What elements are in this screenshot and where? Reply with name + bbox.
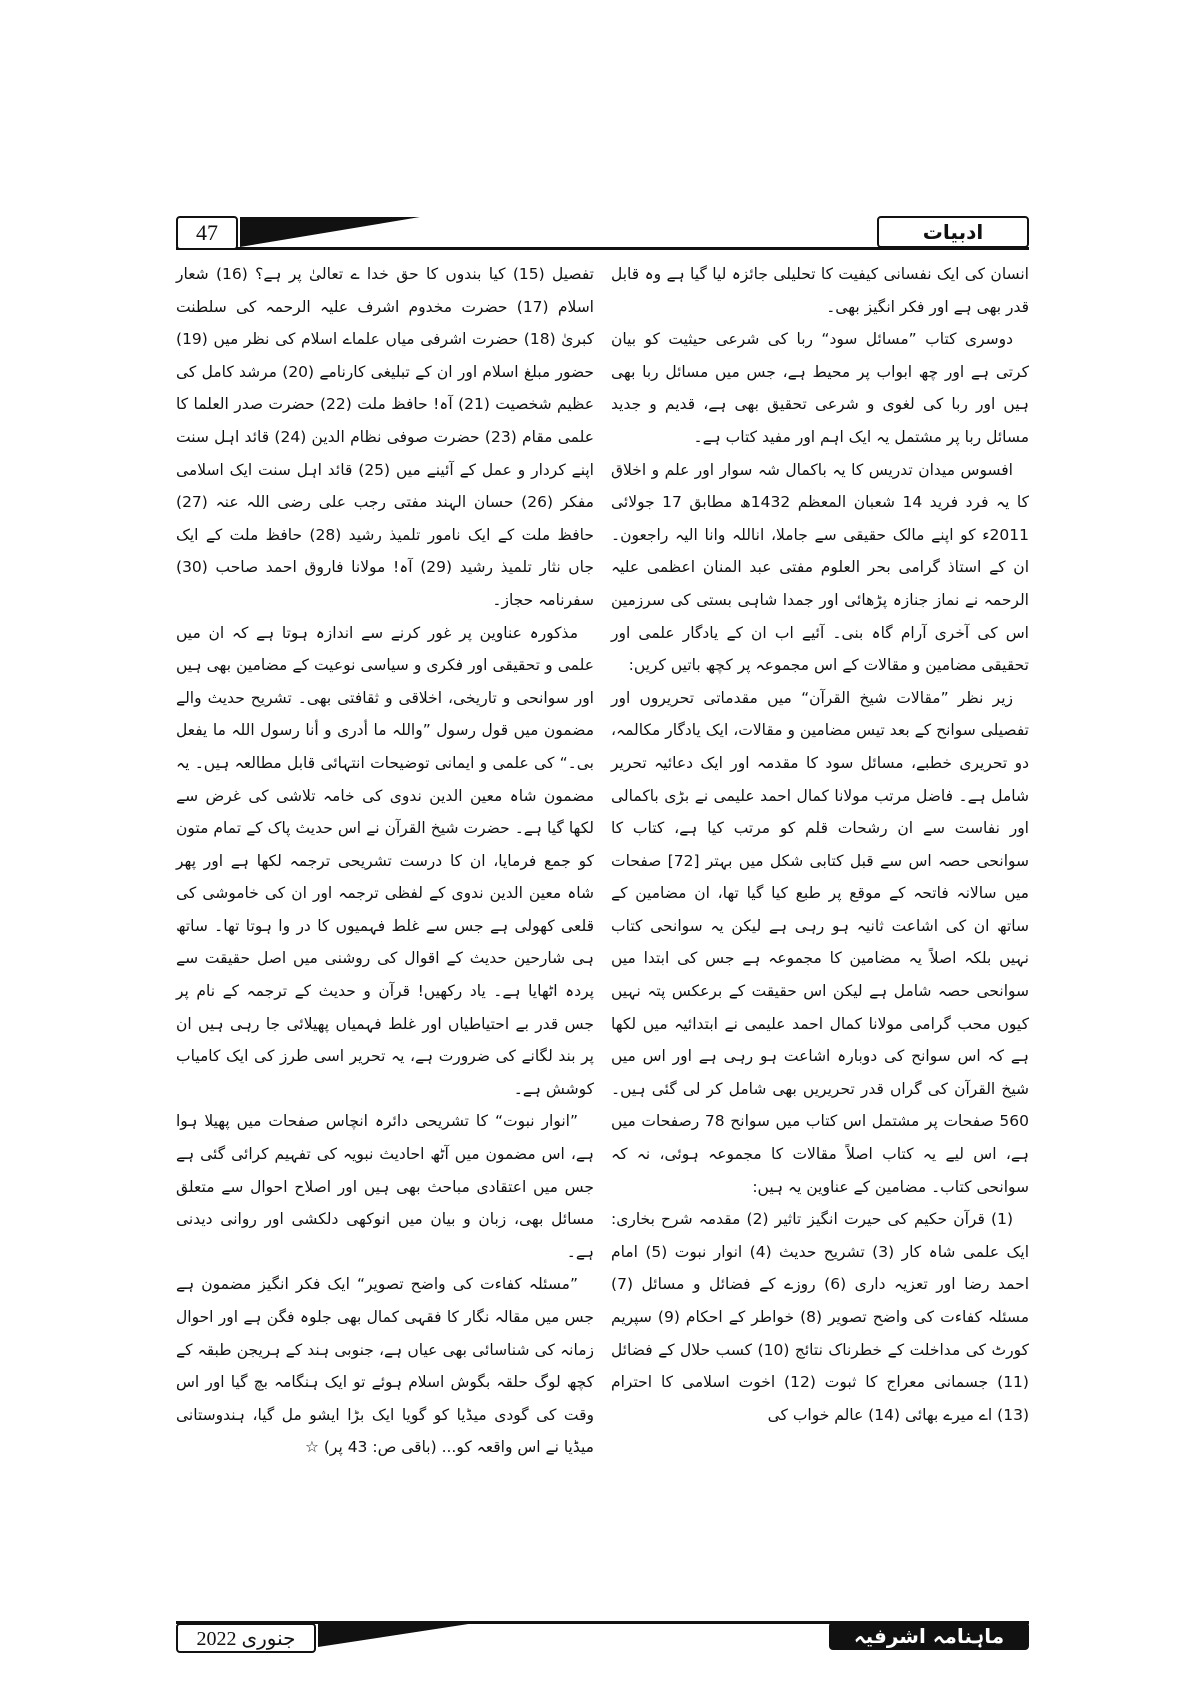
paragraph: افسوس میدان تدریس کا یہ باکمال شہ سوار اور علم و اخلاق کا یہ فرد فرید 14 شعبان المعظم 1432ھ مطابق 17 جولائی 2011ء کو اپنے مالک حقیقی سے جاملا، اناللہ وانا الیہ راجعون۔ ان کے استاذ گرامی بحر العلوم مفتی عبد المنان اعظمی علیہ الرحمہ نے نماز جنازہ پڑھائی اور جمدا شاہی بستی کی سرزمین اس کی آخری آرام گاہ بنی۔ آئیے اب ان کے یادگار علمی اور تحقیقی مضامین و مقالات کے اس مجموعہ پر کچھ باتیں کریں:: [611, 460, 1030, 675]
page-number: 47: [176, 216, 238, 250]
section-title: ادبیات: [877, 216, 1029, 248]
paragraph: تفصیل (15) کیا بندوں کا حق خدا ے تعالیٰ پر ہے؟ (16) شعار اسلام (17) حضرت مخدوم اشرف علیہ الرحمہ کی سلطنت کبریٰ (18) حضرت اشرفی میاں علماے اسلام کی نظر میں (19) حضور مبلغ اسلام اور ان کے تبلیغی کارنامے (20) مرشد کامل کی عظیم شخصیت (21) آہ! حافظ ملت (22) حضرت صدر العلما کا علمی مقام (23) حضرت صوفی نظام الدین (24) قائد اہل سنت اپنے کردار و عمل کے آئینے میں (25) قائد اہل سنت ایک اسلامی مفکر (26) حسان الہند مفتی رجب علی رضی اللہ عنہ (27) حافظ ملت کے ایک نامور تلمیذ رشید (28) حافظ ملت کے ایک جاں نثار تلمیذ رشید (29) آہ! مولانا فاروق احمد صاحب (30) سفرنامہ حجاز۔: [176, 265, 595, 609]
paragraph: انسان کی ایک نفسانی کیفیت کا تحلیلی جائزہ لیا گیا ہے وہ قابل قدر بھی ہے اور فکر انگیز بھی۔: [611, 265, 1029, 316]
paragraph: زیر نظر ”مقالات شیخ القرآن“ میں مقدماتی تحریروں اور تفصیلی سوانح کے بعد تیس مضامین و مقالات، ایک یادگار مکالمہ، دو تحریری خطبے، مسائل سود کا مقدمہ اور ایک دعائیہ تحریر شامل ہے۔ فاضل مرتب مولانا کمال احمد علیمی نے بڑی باکمالی اور نفاست سے ان رشحات قلم کو مرتب کیا ہے، کتاب کا سوانحی حصہ اس سے قبل کتابی شکل میں بہتر [72] صفحات میں سالانہ فاتحہ کے موقع پر طبع کیا گیا تھا، ان مضامین کے ساتھ ان کی اشاعت ثانیہ ہو رہی ہے لیکن یہ سوانحی کتاب نہیں بلکہ اصلاً یہ مضامین کا مجموعہ ہے جس کی ابتدا میں سوانحی حصہ شامل ہے لیکن اس حقیقت کے برعکس پتہ نہیں کیوں محب گرامی مولانا کمال احمد علیمی نے ابتدائیہ میں لکھا ہے کہ اس سوانح کی دوبارہ اشاعت ہو رہی ہے اور اس میں شیخ القرآن کی گراں قدر تحریریں بھی شامل کر لی گئی ہیں۔ 560 صفحات پر مشتمل اس کتاب میں سوانح 78 رصفحات میں ہے، اس لیے یہ کتاب اصلاً مقالات کا مجموعہ ہوئی، نہ کہ سوانحی کتاب۔ مضامین کے عناوین یہ ہیں:: [611, 688, 1030, 1196]
text-column-left: [176, 258, 594, 1464]
paragraph: ”مسئلہ کفاءت کی واضح تصویر“ ایک فکر انگیز مضمون ہے جس میں مقالہ نگار کا فقہی کمال بھی جلوہ فگن ہے اور احوال زمانہ کی شناسائی بھی عیاں ہے، جنوبی ہند کے ہریجن طبقہ کے کچھ لوگ حلقہ بگوش اسلام ہوئے تو ایک ہنگامہ بچ گیا اور اس وقت کی گودی میڈیا کو گویا ایک بڑا ایشو مل گیا، ہندوستانی میڈیا نے اس واقعہ کو... (باقی ص: 43 پر) ☆: [176, 1275, 594, 1457]
paragraph: مذکورہ عناوین پر غور کرنے سے اندازہ ہوتا ہے کہ ان میں علمی و تحقیقی اور فکری و سیاسی نوعیت کے مضامین بھی ہیں اور سوانحی و تاریخی، اخلاقی و ثقافتی بھی۔ تشریح حدیث والے مضمون میں قول رسول ”واللہ ما أدری و أنا رسول اللہ ما یفعل بی۔“ کی علمی و ایمانی توضیحات انتہائی قابل مطالعہ ہیں۔ یہ مضمون شاہ معین الدین ندوی کی خامہ تلاشی کی غرض سے لکھا گیا ہے۔ حضرت شیخ القرآن نے اس حدیث پاک کے تمام متون کو جمع فرمایا، ان کا درست تشریحی ترجمہ لکھا ہے اور پھر شاہ معین الدین ندوی کے لفظی ترجمہ اور ان کی خاموشی کی قلعی کھولی ہے جس سے غلط فہمیوں کا در وا ہوتا تھا۔ ساتھ ہی شارحین حدیث کے اقوال کی روشنی میں اصل حقیقت سے پردہ اٹھایا ہے۔ یاد رکھیں! قرآن و حدیث کے ترجمہ کے نام پر جس قدر بے احتیاطیاں اور غلط فہمیاں پھیلائی جا رہی ہیں ان پر بند لگانے کی ضرورت ہے، یہ تحریر اسی طرز کی ایک کامیاب کوشش ہے۔: [176, 623, 594, 1098]
page-footer: [176, 1617, 1029, 1653]
footer-wedge-ornament: [318, 1621, 488, 1647]
paragraph: (1) قرآن حکیم کی حیرت انگیز تاثیر (2) مقدمہ شرح بخاری: ایک علمی شاہ کار (3) تشریح حدیث (4) انوار نبوت (5) امام احمد رضا اور تعزیہ داری (6) روزے کے فضائل و مسائل (7) مسئلہ کفاءت کی واضح تصویر (8) خواطر کے احکام (9) سپریم کورٹ کی مداخلت کے خطرناک نتائج (10) کسب حلال کے فضائل (11) جسمانی معراج کا ثبوت (12) اخوت اسلامی کا احترام (13) اے میرے بھائی (14) عالم خواب کی: [611, 1210, 1030, 1424]
text-column-right: [611, 258, 1029, 1431]
header-wedge-ornament: [240, 217, 420, 247]
magazine-name: ماہنامہ اشرفیہ: [829, 1622, 1029, 1650]
page-header: [176, 216, 1029, 256]
issue-date: جنوری 2022: [176, 1623, 316, 1653]
paragraph: ”انوار نبوت“ کا تشریحی دائرہ انچاس صفحات میں پھیلا ہوا ہے، اس مضمون میں آٹھ احادیث نبویہ کی تفہیم کرائی گئی ہے جس میں اعتقادی مباحث بھی ہیں اور اصلاح احوال سے متعلق مسائل بھی، زبان و بیان میں انوکھی دلکشی اور روانی دیدنی ہے۔: [176, 1112, 594, 1261]
paragraph: دوسری کتاب ”مسائل سود“ ربا کی شرعی حیثیت کو بیان کرتی ہے اور چھ ابواب پر محیط ہے، جس میں مسائل ربا بھی ہیں اور ربا کی لغوی و شرعی تحقیق بھی ہے، قدیم و جدید مسائل ربا پر مشتمل یہ ایک اہم اور مفید کتاب ہے۔: [611, 330, 1029, 446]
